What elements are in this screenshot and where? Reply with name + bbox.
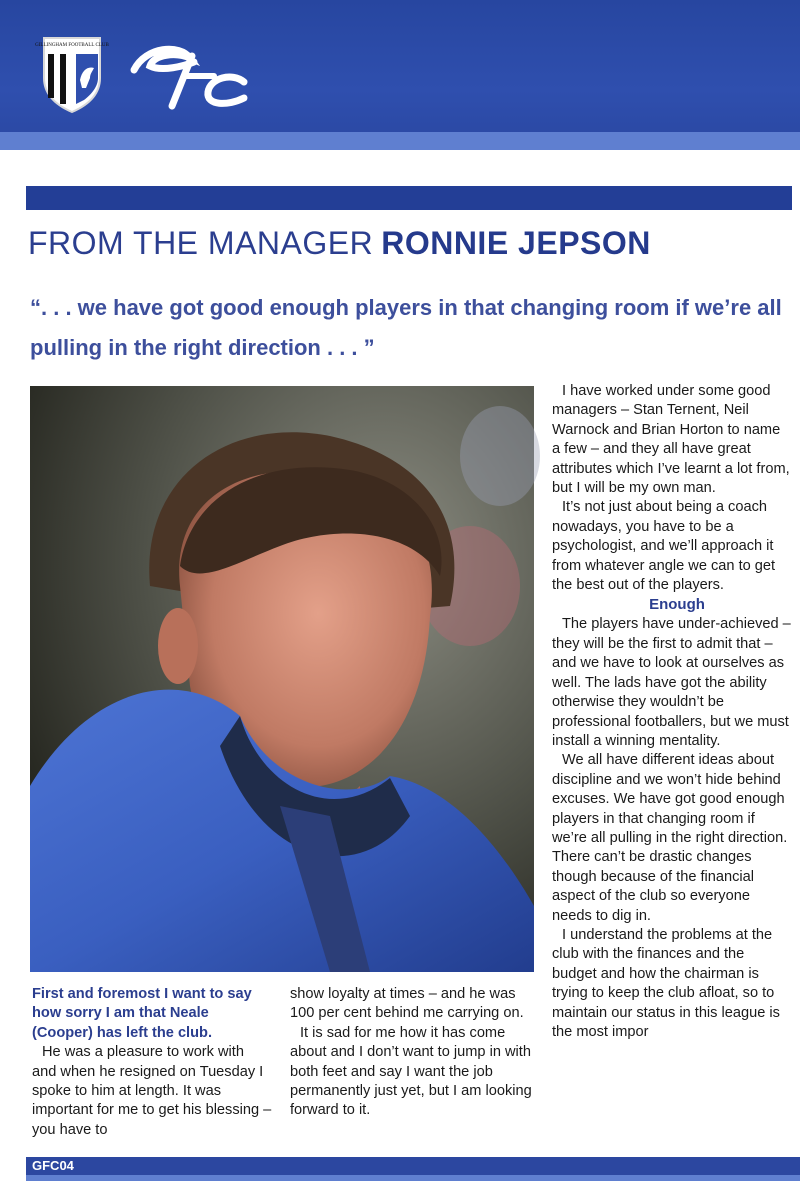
footer-stripe (26, 1175, 800, 1181)
pull-quote: “. . . we have got good enough players in that changing room if we’re all pulling in the right direction . . . ” (30, 295, 782, 360)
body-paragraph: I understand the problems at the club with the finances and the budget and how the chairman is trying to keep the club afloat, so to maintain our status in this league is the most impor (552, 926, 780, 1040)
section-rule (26, 186, 792, 210)
header-banner (0, 0, 800, 150)
crest-label: GILLINGHAM FOOTBALL CLUB (35, 43, 109, 48)
body-paragraph: The players have under-achieved – they will be the first to admit that – and we have to look at ourselves as well. The lads have got the ability otherwise they wouldn’t be professional footballers, but we must install a winning mentality. (552, 616, 791, 749)
subheading: Enough (649, 596, 705, 614)
body-paragraph: We all have different ideas about discipline and we won’t hide behind excuses. We have got good enough players in that changing room if we’re all pulling in the right direction. There can’t be drastic changes though because of the financial aspect of the club so everyone needs to dig in. (552, 752, 788, 924)
article-column-1 (32, 985, 272, 1140)
manager-photo (30, 386, 534, 972)
manager-portrait-icon (30, 386, 534, 972)
gfc-logo (128, 36, 252, 112)
title-prefix: FROM THE MANAGER (28, 225, 374, 261)
body-paragraph: show loyalty at times – and he was 100 per cent behind me carrying on. (290, 986, 524, 1022)
article-column-3 (552, 382, 792, 1042)
body-paragraph: It’s not just about being a coach nowadays, you have to be a psychologist, and we’ll approach it from whatever angle we can to get the best out of the players. (552, 499, 776, 594)
body-paragraph: He was a pleasure to work with and when he resigned on Tuesday I spoke to him at length. It was important for me to get his blessing – you have to (32, 1044, 272, 1138)
gfc-script-icon (128, 36, 252, 112)
club-crest-icon (35, 34, 109, 114)
page-number: GFC04 (32, 1158, 74, 1173)
lead-paragraph: First and foremost I want to say how sorry I am that Neale (Cooper) has left the club. (32, 986, 252, 1041)
article-column-2 (290, 985, 532, 1121)
footer-bar (26, 1157, 800, 1175)
manager-name: RONNIE JEPSON (381, 225, 651, 261)
body-paragraph: I have worked under some good managers – Stan Ternent, Neil Warnock and Brian Horton to name a few – and they all have great attributes which I’ve learnt a lot from, but I will be my own man. (552, 383, 790, 497)
page-title (28, 222, 651, 264)
header-stripe (0, 132, 800, 150)
body-paragraph: It is sad for me how it has come about and I don’t want to jump in with both feet and say I want the job permanently just yet, but I am looking forward to it. (290, 1024, 532, 1119)
